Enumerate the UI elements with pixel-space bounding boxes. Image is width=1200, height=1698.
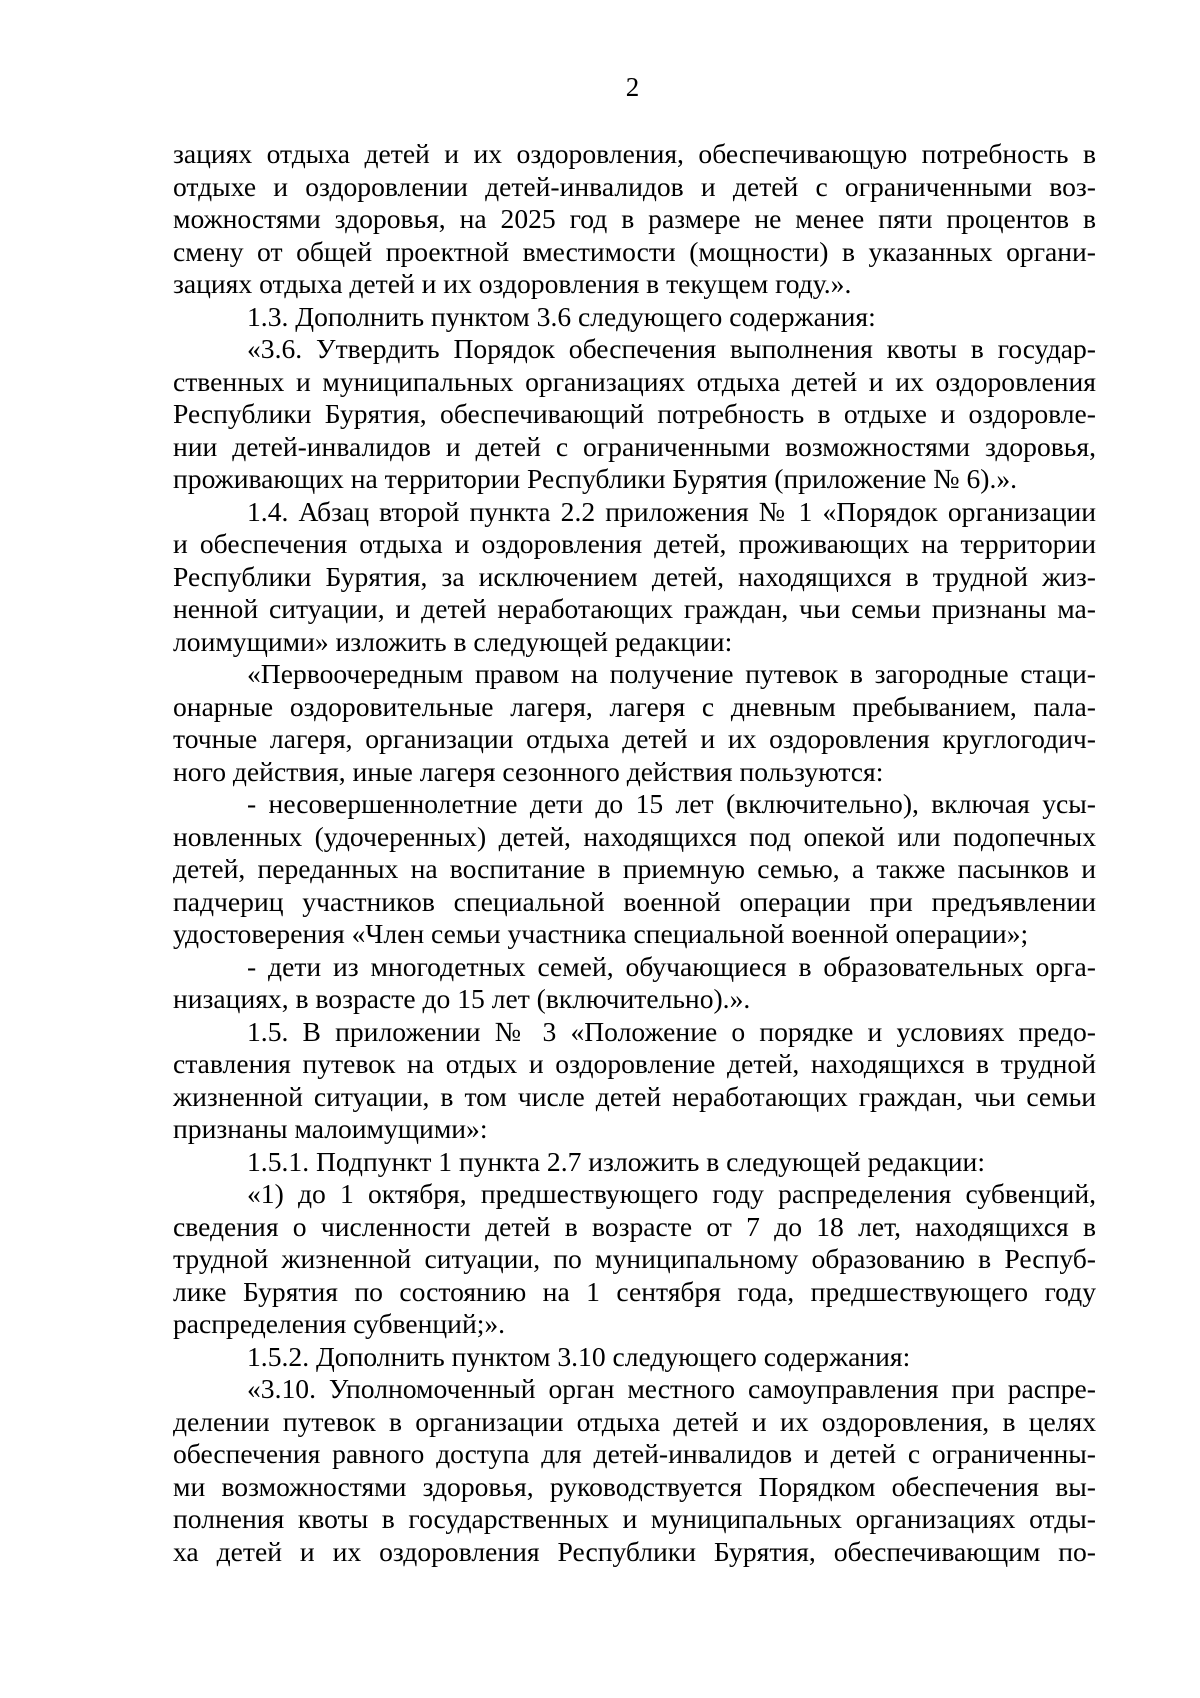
text-line: ного действия, иные лагеря сезонного действия пользуются: xyxy=(173,755,884,787)
text-line: ненной ситуации, и детей неработающих граждан, чьи семьи признаны ма- xyxy=(173,593,1096,624)
text-line: зациях отдыха детей и их оздоровления в текущем году.». xyxy=(173,268,852,299)
text-line: 1.5. В приложении № 3 «Положение о порядке и условиях предо- xyxy=(247,1015,1096,1047)
text-line: «1) до 1 октября, предшествующего году распределения субвенций, xyxy=(247,1178,1096,1209)
text-line: «3.10. Уполномоченный орган местного самоуправления при распре- xyxy=(247,1373,1096,1404)
text-line: низациях, в возрасте до 15 лет (включительно).». xyxy=(173,983,751,1014)
text-line: Республики Бурятия, обеспечивающий потребность в отдыхе и оздоровле- xyxy=(173,398,1096,429)
text-line: обеспечения равного доступа для детей-инвалидов и детей с ограниченны- xyxy=(173,1438,1096,1469)
text-line: смену от общей проектной вместимости (мощности) в указанных органи- xyxy=(173,235,1096,267)
text-line: онарные оздоровительные лагеря, лагеря с дневным пребыванием, пала- xyxy=(173,690,1096,722)
text-line: «3.6. Утвердить Порядок обеспечения выполнения квоты в государ- xyxy=(247,333,1096,364)
text-line: трудной жизненной ситуации, по муниципальному образованию в Респуб- xyxy=(173,1243,1096,1274)
text-line: можностями здоровья, на 2025 год в размере не менее пяти процентов в xyxy=(173,203,1096,234)
text-line: жизненной ситуации, в том числе детей неработающих граждан, чьи семьи xyxy=(173,1080,1096,1112)
text-line: ственных и муниципальных организациях отдыха детей и их оздоровления xyxy=(173,365,1096,397)
text-line: распределения субвенций;». xyxy=(173,1308,506,1339)
text-line: делении путевок в организации отдыха детей и их оздоровления, в целях xyxy=(173,1405,1096,1437)
text-line: детей, переданных на воспитание в приемную семью, а также пасынков и xyxy=(173,853,1096,884)
text-line: падчериц участников специальной военной операции при предъявлении xyxy=(173,885,1096,917)
text-line: сведения о численности детей в возрасте от 7 до 18 лет, находящихся в xyxy=(173,1210,1096,1242)
text-line: удостоверения «Член семьи участника специальной военной операции»; xyxy=(173,918,1029,949)
document-body xyxy=(173,138,1096,1568)
page-number: 2 xyxy=(625,72,640,102)
text-line: ха детей и их оздоровления Республики Бурятия, обеспечивающим по- xyxy=(173,1535,1096,1567)
text-line: 1.4. Абзац второй пункта 2.2 приложения № 1 «Порядок организации xyxy=(247,495,1096,527)
text-line: ми возможностями здоровья, руководствуется Порядком обеспечения вы- xyxy=(173,1470,1096,1502)
text-line: Республики Бурятия, за исключением детей, находящихся в трудной жиз- xyxy=(173,560,1096,592)
text-line: признаны малоимущими»: xyxy=(173,1113,488,1144)
text-line: лоимущими» изложить в следующей редакции: xyxy=(173,625,733,657)
text-line: отдыхе и оздоровлении детей-инвалидов и детей с ограниченными воз- xyxy=(173,170,1096,202)
text-line: полнения квоты в государственных и муниципальных организациях отды- xyxy=(173,1503,1096,1534)
text-line: лике Бурятия по состоянию на 1 сентября года, предшествующего году xyxy=(173,1275,1096,1307)
text-line: 1.5.2. Дополнить пунктом 3.10 следующего содержания: xyxy=(247,1340,911,1372)
text-line: «Первоочередным правом на получение путевок в загородные стаци- xyxy=(247,658,1096,689)
text-line: нии детей-инвалидов и детей с ограниченными возможностями здоровья, xyxy=(173,430,1096,462)
text-line: точные лагеря, организации отдыха детей и их оздоровления круглогодич- xyxy=(173,723,1096,754)
text-line: зациях отдыха детей и их оздоровления, обеспечивающую потребность в xyxy=(173,138,1096,169)
text-line: - дети из многодетных семей, обучающиеся в образовательных орга- xyxy=(247,950,1096,982)
text-line: новленных (удочеренных) детей, находящихся под опекой или подопечных xyxy=(173,820,1096,852)
text-line: - несовершеннолетние дети до 15 лет (включительно), включая усы- xyxy=(247,788,1096,819)
text-line: и обеспечения отдыха и оздоровления детей, проживающих на территории xyxy=(173,528,1096,559)
text-line: 1.5.1. Подпункт 1 пункта 2.7 изложить в следующей редакции: xyxy=(247,1145,985,1177)
text-line: ставления путевок на отдых и оздоровление детей, находящихся в трудной xyxy=(173,1048,1096,1079)
text-line: 1.3. Дополнить пунктом 3.6 следующего содержания: xyxy=(247,300,876,332)
text-line: проживающих на территории Республики Бурятия (приложение № 6).». xyxy=(173,463,1018,494)
